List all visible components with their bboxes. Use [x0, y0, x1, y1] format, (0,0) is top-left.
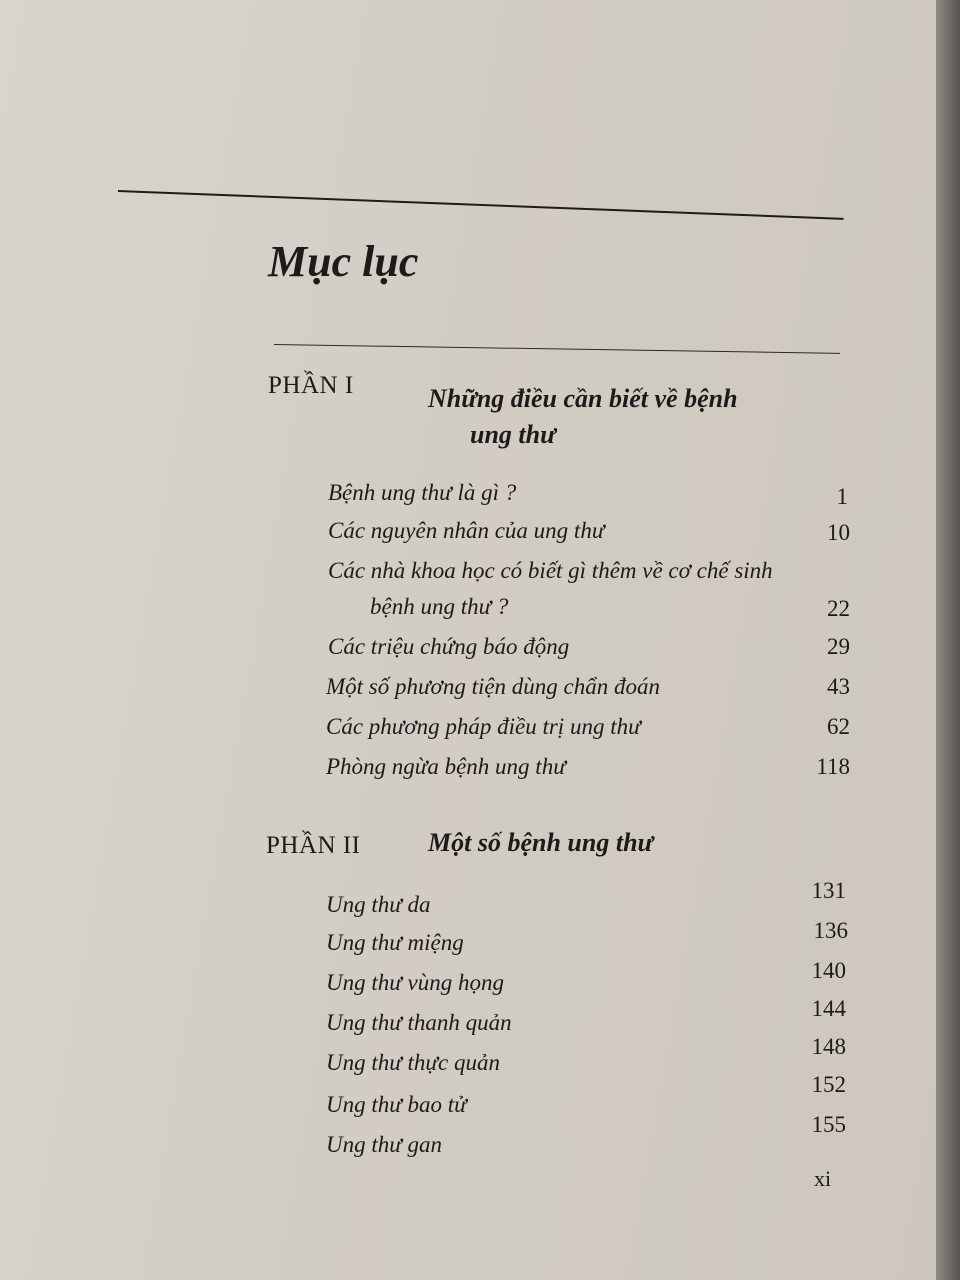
toc-entry-title: Ung thư da: [326, 892, 431, 917]
toc-entry-title: Ung thư bao tử: [326, 1092, 467, 1117]
title-divider: [274, 344, 840, 354]
page-number: xi: [814, 1166, 832, 1191]
part-1-label: PHẦN I: [268, 372, 354, 399]
toc-entry-page: 152: [811, 1072, 846, 1097]
toc-entry-title: Các nguyên nhân của ung thư: [328, 518, 605, 543]
toc-entry-title: Ung thư miệng: [326, 930, 464, 955]
toc-entry-page: 43: [827, 674, 850, 699]
toc-entry-title: Bệnh ung thư là gì ?: [328, 480, 517, 505]
toc-entry-title: Các nhà khoa học có biết gì thêm về cơ chế sinh: [328, 558, 773, 583]
toc-entry-title: Ung thư thực quản: [326, 1050, 500, 1075]
toc-entry-title: Phòng ngừa bệnh ung thư: [326, 754, 566, 779]
toc-entry-page: 1: [836, 484, 848, 509]
toc-entry-page: 136: [813, 918, 848, 943]
toc-entry-title: Các phương pháp điều trị ung thư: [326, 714, 641, 739]
book-spine-shadow: [936, 0, 960, 1280]
top-divider: [118, 190, 844, 220]
toc-entry-page: 140: [811, 958, 846, 983]
toc-entry-title: Ung thư vùng họng: [326, 970, 505, 995]
toc-entry-title: Một số phương tiện dùng chẩn đoán: [326, 674, 661, 699]
part-2-title: Một số bệnh ung thư: [428, 828, 654, 857]
toc-title: Mục lục: [268, 237, 419, 286]
toc-entry-title: Ung thư thanh quản: [326, 1010, 512, 1035]
toc-entry-page: 148: [811, 1034, 846, 1059]
part-1-title: Những điều cần biết về bệnh: [428, 384, 738, 413]
toc-entry-page: 10: [827, 520, 850, 545]
toc-entry-page: 22: [827, 596, 850, 621]
part-2-label: PHẦN II: [266, 832, 361, 859]
part-1-title-cont: ung thư: [470, 420, 556, 449]
toc-entry-title-cont: bệnh ung thư ?: [370, 594, 509, 619]
toc-entry-page: 29: [827, 634, 850, 659]
toc-entry-page: 144: [811, 996, 846, 1021]
toc-entry-page: 118: [816, 754, 850, 779]
toc-entry-page: 155: [811, 1112, 846, 1137]
toc-entry-page: 62: [827, 714, 850, 739]
toc-entry-page: 131: [811, 878, 846, 903]
toc-entry-title: Ung thư gan: [326, 1132, 443, 1157]
toc-entry-title: Các triệu chứng báo động: [328, 634, 570, 659]
